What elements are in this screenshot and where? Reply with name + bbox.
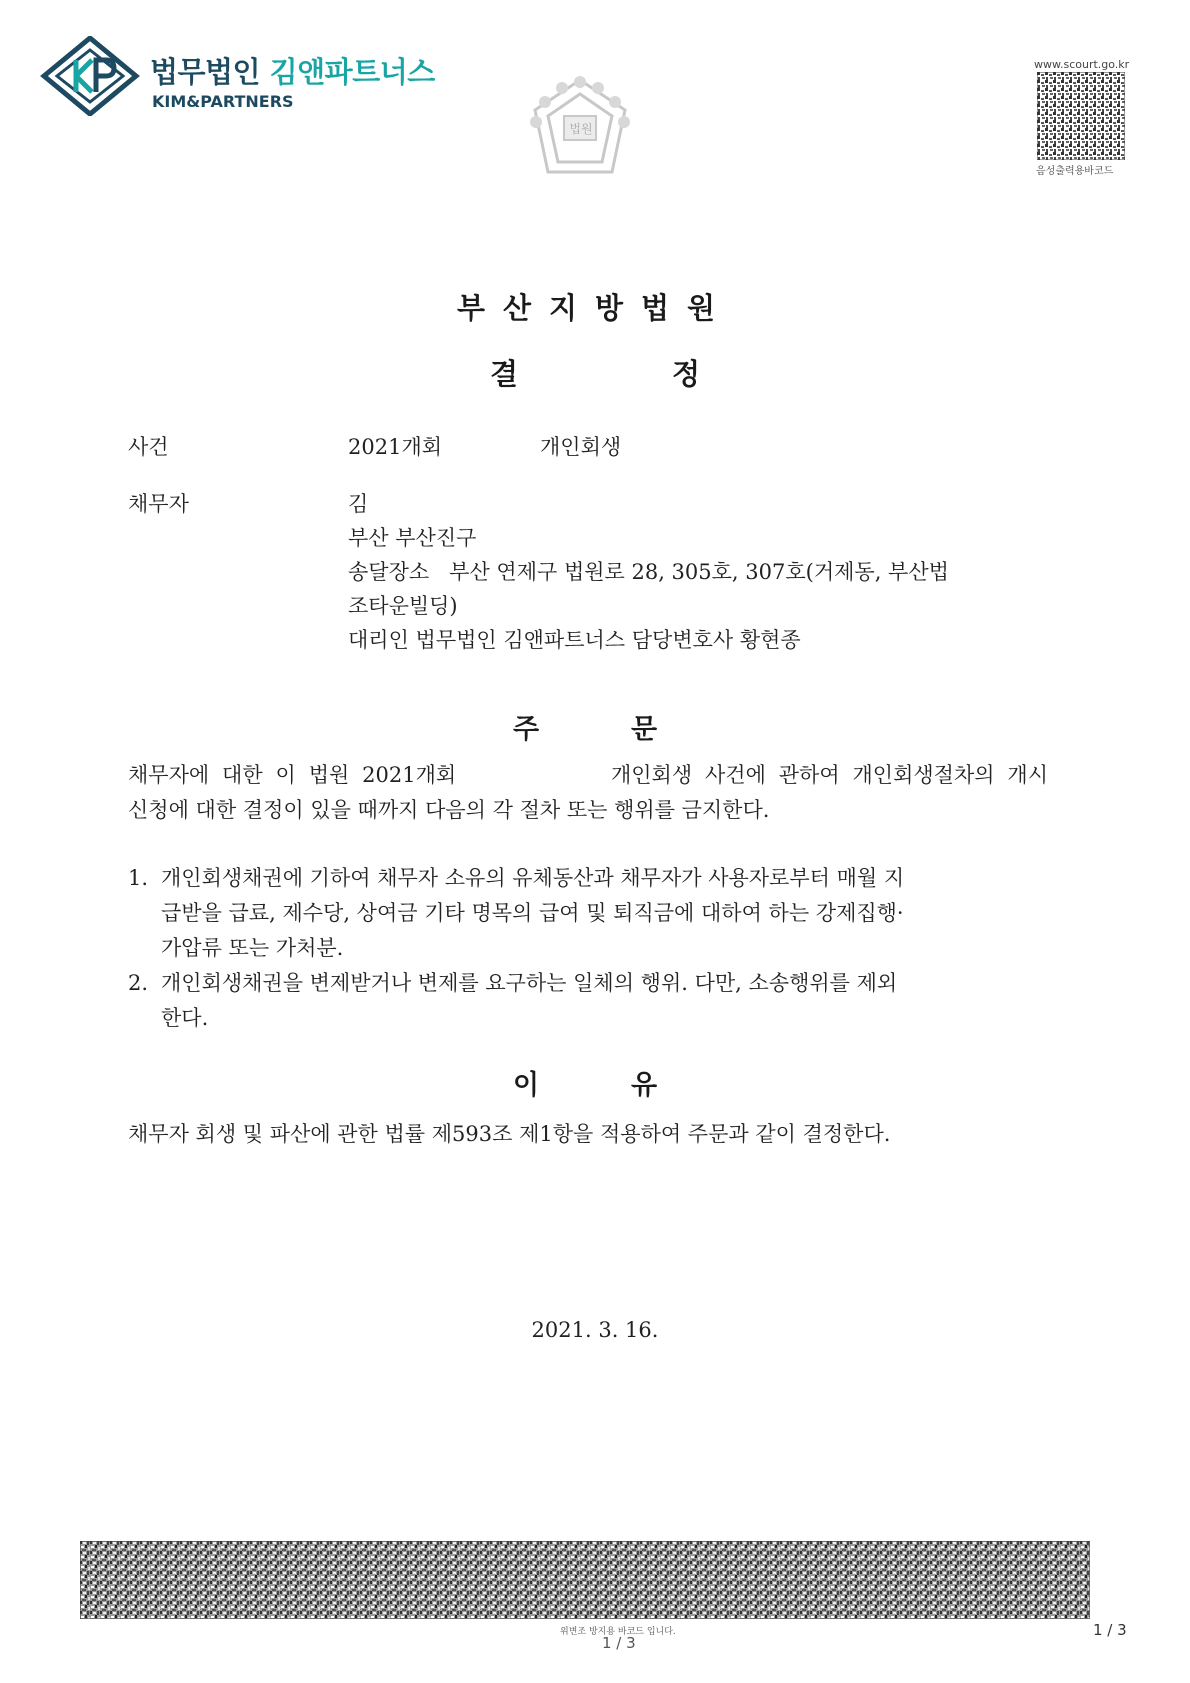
order-item-1-line2: 급받을 급료, 제수당, 상여금 기타 명목의 급여 및 퇴직금에 대하여 하는 강제집행· [161, 901, 904, 925]
firm-logo [40, 36, 450, 126]
debtor-name: 김 [348, 492, 369, 516]
seal-text: 법원 [569, 122, 593, 136]
order-paragraph-line2: 신청에 대한 결정이 있을 때까지 다음의 각 절차 또는 행위를 금지한다. [128, 798, 770, 822]
qr-code-icon [1037, 72, 1125, 160]
doc-type-char-1: 결 [490, 357, 519, 391]
firm-logo-mark-icon [40, 36, 140, 116]
service-address-line2: 조타운빌딩) [348, 594, 458, 618]
reason-heading-char-2: 유 [631, 1070, 658, 1101]
order-item-2 [128, 966, 1038, 1036]
voice-output-barcode [1037, 72, 1125, 160]
order-item-1 [128, 861, 1038, 966]
order-item-number: 1. [128, 866, 149, 890]
order-item-1-line1: 개인회생채권에 기하여 채무자 소유의 유체동산과 채무자가 사용자로부터 매월 지 [161, 866, 905, 890]
qr-caption: 음성출력용바코드 [1036, 166, 1114, 177]
reason-heading-char-1: 이 [513, 1070, 540, 1101]
court-name: 부산지방법원 [456, 291, 734, 325]
page-number-right: 1 / 3 [1093, 1621, 1127, 1639]
reason-text: 채무자 회생 및 파산에 관한 법률 제593조 제1항을 적용하여 주문과 같이 결정한다. [128, 1122, 891, 1146]
case-number: 2021개회 [348, 435, 443, 459]
service-address-line1: 송달장소 부산 연제구 법원로 28, 305호, 307호(거제동, 부산법 [348, 560, 949, 584]
order-paragraph-line1: 채무자에 대한 이 법원 2021개회 개인회생 사건에 관하여 개인회생절차의 개시 [128, 763, 1048, 787]
order-item-2-line2: 한다. [161, 1006, 209, 1030]
debtor-label: 채무자 [128, 492, 189, 516]
barcode-note: 위변조 방지용 바코드 입니다. [560, 1627, 676, 1637]
debtor-address: 부산 부산진구 [348, 526, 477, 550]
debtor-agent: 대리인 법무법인 김앤파트너스 담당변호사 황현종 [348, 628, 801, 652]
page-number-center: 1 / 3 [602, 1634, 636, 1652]
firm-name-ko: 법무법인 김앤파트너스 [150, 55, 435, 89]
order-item-1-line3: 가압류 또는 가처분. [161, 936, 344, 960]
qr-url: www.scourt.go.kr [1034, 58, 1130, 71]
order-heading-char-2: 문 [631, 714, 658, 745]
firm-name-en: KIM&PARTNERS [152, 92, 294, 111]
decision-date: 2021. 3. 16. [531, 1318, 659, 1342]
order-heading-char-1: 주 [513, 714, 540, 745]
case-type: 개인회생 [540, 435, 622, 459]
case-label: 사건 [128, 435, 169, 459]
anti-forgery-barcode [80, 1541, 1090, 1619]
court-seal [520, 72, 640, 192]
order-item-2-line1: 개인회생채권을 변제받거나 변제를 요구하는 일체의 행위. 다만, 소송행위를 제외 [161, 971, 898, 995]
order-item-number: 2. [128, 971, 149, 995]
doc-type-char-2: 정 [671, 357, 700, 391]
barcode-icon [80, 1541, 1090, 1619]
